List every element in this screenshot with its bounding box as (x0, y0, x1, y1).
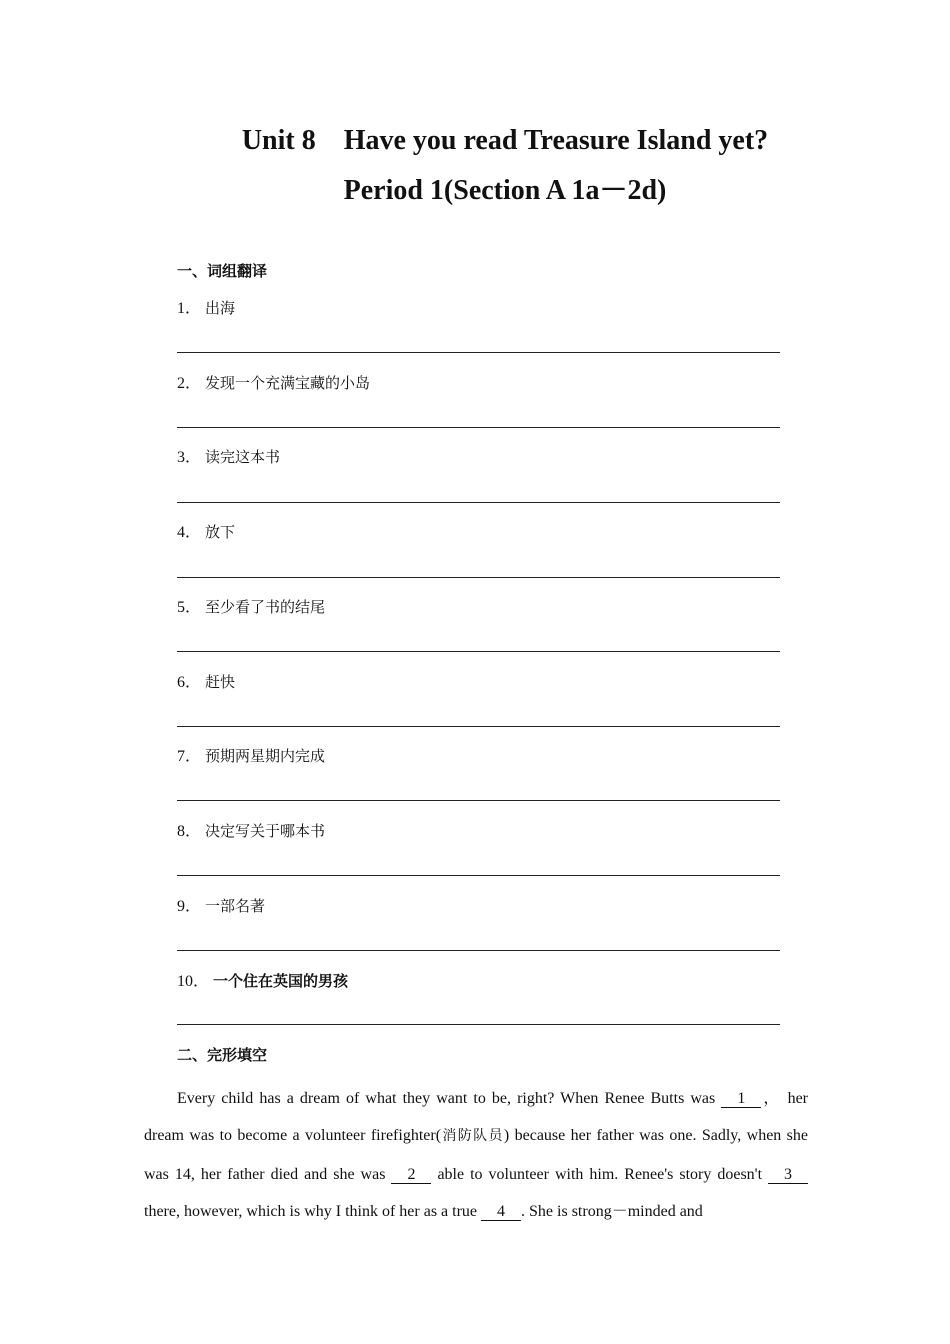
answer-line[interactable] (177, 651, 780, 652)
answer-line[interactable] (177, 875, 780, 876)
answer-line[interactable] (177, 577, 780, 578)
list-item: 6． 赶快 (177, 673, 236, 691)
cloze-blank-3[interactable]: 3 (768, 1167, 808, 1184)
cloze-blank-1[interactable]: 1 (721, 1091, 761, 1108)
cloze-blank-4[interactable]: 4 (481, 1204, 521, 1221)
page-title: Unit 8 Have you read Treasure Island yet? (241, 125, 769, 156)
cloze-passage: Every child has a dream of what they want to be, right? When Renee Butts was 1 ， her dream was to become a volunteer firefighter(消防队员) because her father was one. Sadly, when she was 14, her father died and she was 2 able to volunteer with him. Renee's story doesn't 3 there, however, which is why I think of her as a true 4 . She is strong－minded and (144, 1090, 809, 1220)
list-item: 7． 预期两星期内完成 (177, 747, 326, 765)
answer-line[interactable] (177, 950, 780, 951)
answer-line[interactable] (177, 427, 780, 428)
list-item: 10． 一个住在英国的男孩 (177, 972, 349, 990)
list-item: 5． 至少看了书的结尾 (177, 598, 326, 616)
list-item: 1． 出海 (177, 299, 236, 317)
answer-line[interactable] (177, 352, 780, 353)
page-subtitle: Period 1(Section A 1a－2d) (343, 175, 667, 206)
list-item: 4． 放下 (177, 523, 236, 541)
section-heading-cloze: 二、完形填空 (177, 1046, 268, 1064)
answer-line[interactable] (177, 726, 780, 727)
section-heading-phrase-translation: 一、词组翻译 (177, 262, 268, 280)
list-item: 9． 一部名著 (177, 897, 266, 915)
list-item: 2． 发现一个充满宝藏的小岛 (177, 374, 371, 392)
cloze-blank-2[interactable]: 2 (391, 1167, 431, 1184)
answer-line[interactable] (177, 1024, 780, 1025)
list-item: 8． 决定写关于哪本书 (177, 822, 326, 840)
answer-line[interactable] (177, 502, 780, 503)
list-item: 3． 读完这本书 (177, 448, 281, 466)
answer-line[interactable] (177, 800, 780, 801)
